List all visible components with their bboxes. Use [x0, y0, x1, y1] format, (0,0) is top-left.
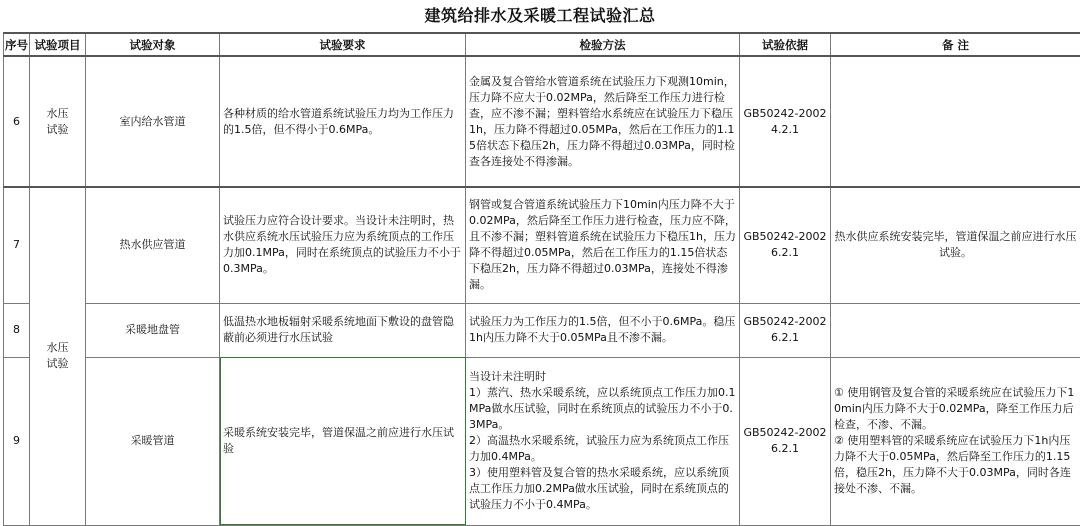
cell-method[interactable]: 试验压力为工作压力的1.5倍，但不小于0.6MPa。稳压1h内压力降不大于0.05MPa且不渗不漏。 [466, 303, 740, 357]
header-basis[interactable]: 试验依据 [740, 33, 831, 56]
cell-no[interactable]: 7 [4, 187, 30, 303]
header-row [4, 33, 1080, 56]
test-summary-table [3, 32, 1080, 526]
header-object[interactable]: 试验对象 [86, 33, 220, 56]
cell-note[interactable] [831, 303, 1080, 357]
cell-method[interactable]: 当设计未注明时 1）蒸汽、热水采暖系统，应以系统顶点工作压力加0.1MPa做水压试验，同时在系统顶点的试验压力不小于0.3MPa。 2）高温热水采暖系统，试验压力应为系统顶点工作压力加0.4MPa。 3）使用塑料管及复合管的热水采暖系统，应以系统顶点工作压力加0.2MPa做水压试验，同时在系统顶点的试验压力不小于0.4MPa。 [466, 357, 740, 525]
header-requirement[interactable]: 试验要求 [220, 33, 466, 56]
table-row [4, 56, 1080, 187]
cell-basis[interactable]: GB50242-2002 6.2.1 [740, 357, 831, 525]
cell-object[interactable]: 室内给水管道 [86, 56, 220, 187]
cell-method[interactable]: 钢管或复合管道系统试验压力下10min内压力降不大于0.02MPa，然后降至工作压力进行检查，压力应不降，且不渗不漏；塑料管道系统在试验压力下稳压1h，压力降不得超过0.05MPa，然后在工作压力的1.15倍状态下稳压2h，压力降不得超过0.03MPa，连接处不得渗漏。 [466, 187, 740, 303]
cell-requirement[interactable]: 低温热水地板辐射采暖系统地面下敷设的盘管隐蔽前必须进行水压试验 [220, 303, 466, 357]
table-row [4, 357, 1080, 525]
cell-no[interactable]: 6 [4, 56, 30, 187]
cell-requirement[interactable]: 各种材质的给水管道系统试验压力均为工作压力的1.5倍，但不得小于0.6MPa。 [220, 56, 466, 187]
sheet-title: 建筑给排水及采暖工程试验汇总 [424, 6, 656, 25]
cell-object[interactable]: 热水供应管道 [86, 187, 220, 303]
cell-requirement[interactable]: 试验压力应符合设计要求。当设计未注明时，热水供应系统水压试验压力应为系统顶点的工作压力加0.1MPa，同时在系统顶点的试验压力不小于0.3MPa。 [220, 187, 466, 303]
cell-method[interactable]: 金属及复合管给水管道系统在试验压力下观测10min，压力降不应大于0.02MPa，然后降至工作压力进行检查，应不渗不漏；塑料管给水系统应在试验压力下稳压1h，压力降不得超过0.05MPa，然后在工作压力的1.15倍状态下稳压2h，压力降不得超过0.03MPa，同时检查各连接处不得渗漏。 [466, 56, 740, 187]
cell-item[interactable]: 水压 试验 [30, 56, 86, 187]
header-item[interactable]: 试验项目 [30, 33, 86, 56]
cell-object[interactable]: 采暖管道 [86, 357, 220, 525]
header-note[interactable]: 备 注 [831, 33, 1080, 56]
table-row [4, 303, 1080, 357]
cell-note[interactable]: 热水供应系统安装完毕，管道保温之前应进行水压试验。 [831, 187, 1080, 303]
cell-basis[interactable]: GB50242-2002 6.2.1 [740, 187, 831, 303]
cell-note[interactable]: ① 使用钢管及复合管的采暖系统应在试验压力下10min内压力降不大于0.02MPa，降至工作压力后检查，不渗、不漏。 ② 使用塑料管的采暖系统应在试验压力下1h内压力降不大于0.05MPa，然后降至工作压力的1.15倍，稳压2h，压力降不大于0.03MPa，同时各连接处不渗、不漏。 [831, 357, 1080, 525]
cell-no[interactable]: 8 [4, 303, 30, 357]
cell-requirement-selected[interactable]: 采暖系统安装完毕，管道保温之前应进行水压试验 [220, 357, 466, 525]
cell-item-merged[interactable]: 水压 试验 [30, 187, 86, 525]
cell-no[interactable]: 9 [4, 357, 30, 525]
cell-note[interactable] [831, 56, 1080, 187]
cell-object[interactable]: 采暖地盘管 [86, 303, 220, 357]
header-method[interactable]: 检验方法 [466, 33, 740, 56]
header-no[interactable]: 序号 [4, 33, 30, 56]
table-row [4, 187, 1080, 303]
cell-basis[interactable]: GB50242-2002 4.2.1 [740, 56, 831, 187]
cell-basis[interactable]: GB50242-2002 6.2.1 [740, 303, 831, 357]
